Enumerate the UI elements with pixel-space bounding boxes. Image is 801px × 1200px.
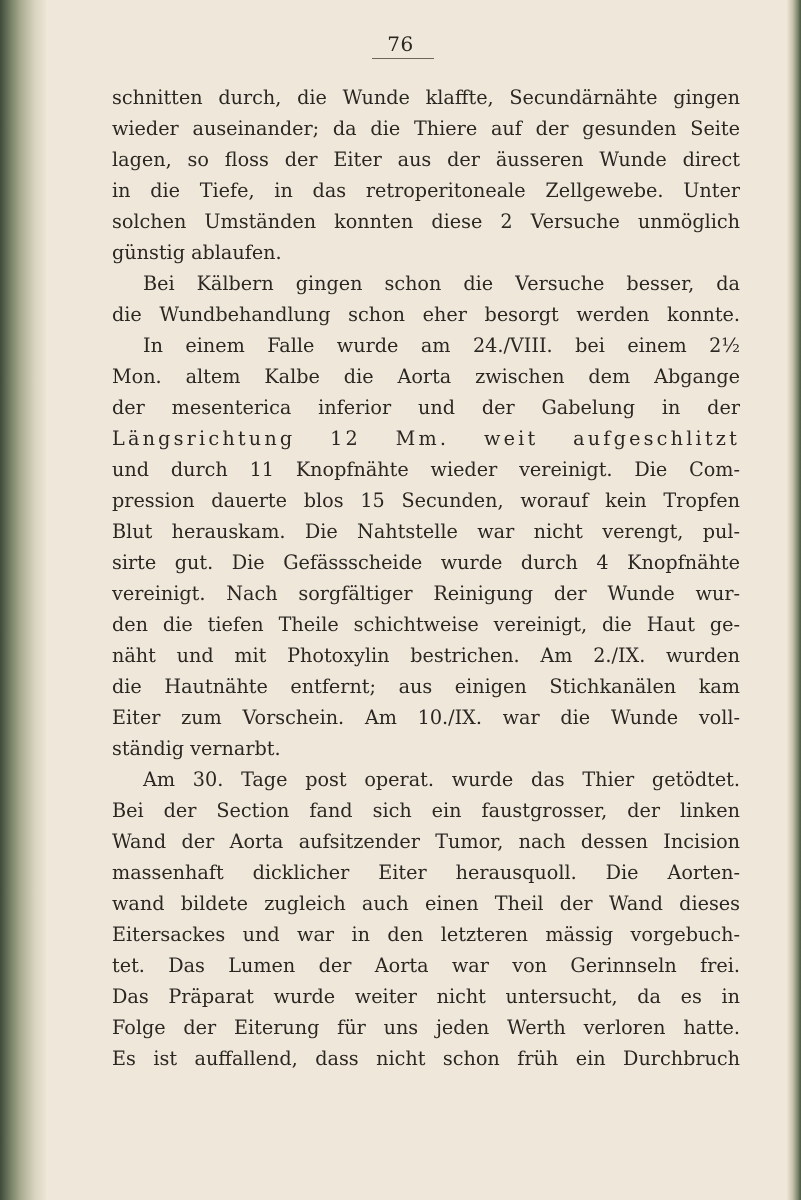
text-line: vereinigt. Nach sorgfältiger Reinigung der Wunde wur-	[112, 582, 740, 605]
text-line: günstig ablaufen.	[112, 241, 282, 264]
text-line: Folge der Eiterung für uns jeden Werth verloren hatte.	[112, 1016, 740, 1039]
text-line: Das Präparat wurde weiter nicht untersucht, da es in	[112, 985, 740, 1008]
page-number-rule	[372, 58, 434, 59]
text-line: ständig vernarbt.	[112, 737, 281, 760]
page-number: 76	[387, 32, 414, 56]
text-line: schnitten durch, die Wunde klaffte, Secundärnähte gingen	[112, 86, 740, 109]
text-line: Blut herauskam. Die Nahtstelle war nicht verengt, pul-	[112, 520, 740, 543]
text-line: Es ist auffallend, dass nicht schon früh ein Durchbruch	[112, 1047, 740, 1070]
text-line: wieder auseinander; da die Thiere auf der gesunden Seite	[112, 117, 740, 140]
text-line: Am 30. Tage post operat. wurde das Thier getödtet.	[143, 768, 740, 791]
text-line: In einem Falle wurde am 24./VIII. bei einem 2½	[143, 334, 740, 357]
body-text	[112, 82, 740, 1074]
text-line: der mesenterica inferior und der Gabelung in der	[112, 396, 740, 419]
text-line: sirte gut. Die Gefässscheide wurde durch 4 Knopfnähte	[112, 551, 740, 574]
text-line: solchen Umständen konnten diese 2 Versuche unmöglich	[112, 210, 740, 233]
text-line: den die tiefen Theile schichtweise vereinigt, die Haut ge-	[112, 613, 740, 636]
text-line: Mon. altem Kalbe die Aorta zwischen dem Abgange	[112, 365, 740, 388]
text-line: die Hautnähte entfernt; aus einigen Stichkanälen kam	[112, 675, 740, 698]
text-line: wand bildete zugleich auch einen Theil der Wand dieses	[112, 892, 740, 915]
scan-right-edge	[787, 0, 801, 1200]
text-line: Bei Kälbern gingen schon die Versuche besser, da	[143, 272, 740, 295]
text-line: näht und mit Photoxylin bestrichen. Am 2./IX. wurden	[112, 644, 740, 667]
text-line: Längsrichtung 12 Mm. weit aufgeschlitzt	[112, 427, 740, 450]
text-line: die Wundbehandlung schon eher besorgt werden konnte.	[112, 303, 740, 326]
scan-left-edge	[0, 0, 46, 1200]
text-line: Bei der Section fand sich ein faustgrosser, der linken	[112, 799, 740, 822]
text-line: und durch 11 Knopfnähte wieder vereinigt. Die Com-	[112, 458, 740, 481]
text-line: lagen, so floss der Eiter aus der äusseren Wunde direct	[112, 148, 740, 171]
text-line: in die Tiefe, in das retroperitoneale Zellgewebe. Unter	[112, 179, 740, 202]
text-line: tet. Das Lumen der Aorta war von Gerinnseln frei.	[112, 954, 740, 977]
text-line: Eitersackes und war in den letzteren mässig vorgebuch-	[112, 923, 740, 946]
text-line: pression dauerte blos 15 Secunden, worauf kein Tropfen	[112, 489, 740, 512]
text-line: Eiter zum Vorschein. Am 10./IX. war die Wunde voll-	[112, 706, 740, 729]
text-line: massenhaft dicklicher Eiter herausquoll. Die Aorten-	[112, 861, 740, 884]
text-line: Wand der Aorta aufsitzender Tumor, nach dessen Incision	[112, 830, 740, 853]
